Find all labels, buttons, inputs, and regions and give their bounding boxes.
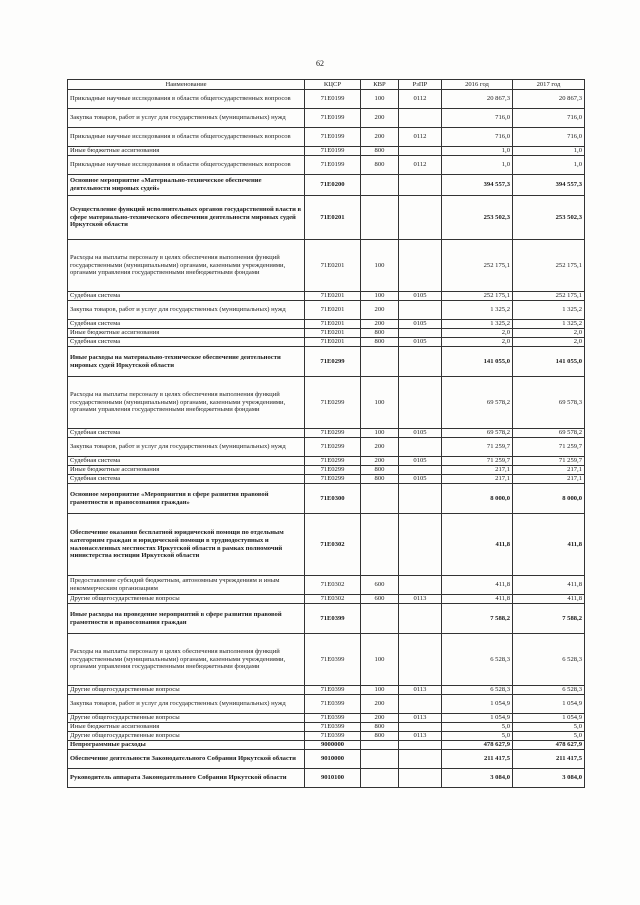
- cell-2016: 141 055,0: [442, 347, 513, 377]
- cell-2017: 6 528,3: [513, 686, 585, 695]
- table-row: [68, 576, 585, 595]
- cell-kcsr: 71Е0399: [305, 695, 361, 714]
- cell-2016: 69 578,2: [442, 429, 513, 438]
- table-row: [68, 634, 585, 686]
- cell-name: Иные расходы на материально-техническое обеспечение деятельности мировых судей Иркутской области: [68, 347, 305, 377]
- cell-kvr: 800: [361, 147, 399, 156]
- cell-rzpr: 0113: [399, 732, 442, 741]
- cell-name: Прикладные научные исследования в области общегосударственных вопросов: [68, 156, 305, 175]
- cell-kcsr: 9000000: [305, 741, 361, 750]
- cell-name: Другие общегосударственные вопросы: [68, 595, 305, 604]
- table-row: [68, 750, 585, 769]
- cell-name: Обеспечение оказания бесплатной юридической помощи по отдельным категориям граждан и юридической помощи в труднодоступных и малонаселенных местностях Иркутской области в рамках полномочий министерства юстиции Иркутской области: [68, 514, 305, 576]
- cell-kcsr: 71Е0399: [305, 604, 361, 634]
- header-kvr: КВР: [361, 80, 399, 90]
- cell-2016: 1 054,9: [442, 695, 513, 714]
- cell-kvr: [361, 769, 399, 788]
- cell-2017: 394 557,3: [513, 175, 585, 196]
- cell-kvr: 800: [361, 723, 399, 732]
- cell-2016: 252 175,1: [442, 240, 513, 292]
- table-row: [68, 466, 585, 475]
- cell-rzpr: [399, 769, 442, 788]
- cell-rzpr: [399, 576, 442, 595]
- cell-2016: 253 502,3: [442, 196, 513, 240]
- cell-kcsr: 71Е0199: [305, 147, 361, 156]
- cell-2016: 1,0: [442, 156, 513, 175]
- cell-2016: 411,8: [442, 514, 513, 576]
- cell-rzpr: [399, 147, 442, 156]
- cell-name: Закупка товаров, работ и услуг для государственных (муниципальных) нужд: [68, 109, 305, 128]
- cell-name: Судебная система: [68, 320, 305, 329]
- table-row: [68, 156, 585, 175]
- cell-rzpr: 0105: [399, 292, 442, 301]
- header-kcsr: КЦСР: [305, 80, 361, 90]
- cell-kvr: 200: [361, 301, 399, 320]
- cell-kcsr: 71Е0299: [305, 429, 361, 438]
- cell-2017: 1,0: [513, 156, 585, 175]
- table-row: [68, 714, 585, 723]
- table-body: [68, 90, 585, 788]
- cell-2016: 211 417,5: [442, 750, 513, 769]
- cell-2017: 252 175,1: [513, 240, 585, 292]
- cell-2017: 6 528,3: [513, 634, 585, 686]
- header-2016: 2016 год: [442, 80, 513, 90]
- cell-kvr: 800: [361, 732, 399, 741]
- cell-rzpr: [399, 484, 442, 514]
- cell-rzpr: 0105: [399, 338, 442, 347]
- cell-rzpr: 0105: [399, 457, 442, 466]
- cell-name: Судебная система: [68, 475, 305, 484]
- header-2017: 2017 год: [513, 80, 585, 90]
- table-row: [68, 475, 585, 484]
- cell-name: Судебная система: [68, 457, 305, 466]
- cell-2016: 71 259,7: [442, 457, 513, 466]
- cell-kcsr: 71Е0399: [305, 723, 361, 732]
- table-row: [68, 292, 585, 301]
- cell-2016: 1 325,2: [442, 320, 513, 329]
- cell-name: Прикладные научные исследования в области общегосударственных вопросов: [68, 128, 305, 147]
- table-row: [68, 196, 585, 240]
- cell-kcsr: 71Е0201: [305, 329, 361, 338]
- cell-name: Осуществление функций исполнительных органов государственной власти в сфере материально-технического обеспечения деятельности мировых судей Иркутской области: [68, 196, 305, 240]
- cell-kvr: 800: [361, 466, 399, 475]
- cell-2016: 7 588,2: [442, 604, 513, 634]
- cell-name: Иные расходы на проведение мероприятий в сфере развития правовой грамотности и правосознания граждан: [68, 604, 305, 634]
- cell-kcsr: 71Е0201: [305, 196, 361, 240]
- cell-kcsr: 71Е0399: [305, 634, 361, 686]
- cell-2016: 1,0: [442, 147, 513, 156]
- cell-name: Другие общегосударственные вопросы: [68, 732, 305, 741]
- cell-kcsr: 71Е0299: [305, 475, 361, 484]
- cell-name: Расходы на выплаты персоналу в целях обеспечения выполнения функций государственными (муниципальными) органами, казенными учреждениями, органами управления государственными внебюджетными фондами: [68, 634, 305, 686]
- cell-kvr: 600: [361, 576, 399, 595]
- cell-2017: 478 627,9: [513, 741, 585, 750]
- cell-kvr: 800: [361, 338, 399, 347]
- cell-2017: 71 259,7: [513, 438, 585, 457]
- cell-2017: 8 000,0: [513, 484, 585, 514]
- cell-kvr: 100: [361, 634, 399, 686]
- cell-rzpr: [399, 723, 442, 732]
- cell-2017: 7 588,2: [513, 604, 585, 634]
- cell-2017: 5,0: [513, 723, 585, 732]
- cell-name: Другие общегосударственные вопросы: [68, 686, 305, 695]
- table-row: [68, 429, 585, 438]
- table-row: [68, 147, 585, 156]
- page-number: 62: [316, 59, 324, 68]
- cell-kcsr: 71Е0201: [305, 301, 361, 320]
- cell-kvr: 200: [361, 457, 399, 466]
- cell-kvr: 200: [361, 438, 399, 457]
- cell-2016: 5,0: [442, 723, 513, 732]
- cell-2017: 69 578,3: [513, 377, 585, 429]
- cell-2016: 6 528,3: [442, 686, 513, 695]
- cell-kvr: 100: [361, 686, 399, 695]
- cell-2017: 1 325,2: [513, 320, 585, 329]
- cell-rzpr: 0112: [399, 128, 442, 147]
- cell-kvr: [361, 196, 399, 240]
- cell-2016: 6 528,3: [442, 634, 513, 686]
- cell-kvr: 800: [361, 475, 399, 484]
- cell-kcsr: 71Е0399: [305, 732, 361, 741]
- cell-name: Закупка товаров, работ и услуг для государственных (муниципальных) нужд: [68, 695, 305, 714]
- table-row: [68, 732, 585, 741]
- cell-kcsr: 71Е0399: [305, 686, 361, 695]
- cell-2017: 71 259,7: [513, 457, 585, 466]
- cell-rzpr: 0113: [399, 595, 442, 604]
- table-row: [68, 301, 585, 320]
- cell-rzpr: [399, 741, 442, 750]
- cell-2017: 211 417,5: [513, 750, 585, 769]
- cell-kcsr: 71Е0302: [305, 576, 361, 595]
- cell-rzpr: [399, 329, 442, 338]
- cell-kvr: 100: [361, 292, 399, 301]
- cell-name: Иные бюджетные ассигнования: [68, 329, 305, 338]
- cell-kvr: 800: [361, 329, 399, 338]
- cell-rzpr: [399, 175, 442, 196]
- cell-rzpr: 0105: [399, 475, 442, 484]
- cell-2017: 5,0: [513, 732, 585, 741]
- cell-rzpr: [399, 514, 442, 576]
- cell-2017: 217,1: [513, 475, 585, 484]
- cell-kcsr: 71Е0199: [305, 90, 361, 109]
- cell-kvr: [361, 347, 399, 377]
- cell-kcsr: 71Е0199: [305, 156, 361, 175]
- cell-kcsr: 71Е0399: [305, 714, 361, 723]
- cell-kcsr: 71Е0201: [305, 320, 361, 329]
- cell-kcsr: 71Е0299: [305, 377, 361, 429]
- cell-2016: 478 627,9: [442, 741, 513, 750]
- cell-2016: 3 084,0: [442, 769, 513, 788]
- cell-rzpr: [399, 634, 442, 686]
- table-row: [68, 457, 585, 466]
- cell-name: Расходы на выплаты персоналу в целях обеспечения выполнения функций государственными (муниципальными) органами, казенными учреждениями, органами управления государственными внебюджетными фондами: [68, 240, 305, 292]
- cell-kvr: 200: [361, 714, 399, 723]
- cell-2017: 2,0: [513, 329, 585, 338]
- cell-2017: 1 054,9: [513, 714, 585, 723]
- cell-name: Другие общегосударственные вопросы: [68, 714, 305, 723]
- cell-2016: 5,0: [442, 732, 513, 741]
- table-row: [68, 240, 585, 292]
- cell-2016: 217,1: [442, 466, 513, 475]
- cell-2016: 217,1: [442, 475, 513, 484]
- cell-kvr: [361, 175, 399, 196]
- cell-2016: 394 557,3: [442, 175, 513, 196]
- cell-kvr: 100: [361, 429, 399, 438]
- cell-rzpr: 0113: [399, 686, 442, 695]
- cell-rzpr: [399, 377, 442, 429]
- table-row: [68, 741, 585, 750]
- table-row: [68, 604, 585, 634]
- cell-rzpr: 0105: [399, 429, 442, 438]
- cell-name: Судебная система: [68, 338, 305, 347]
- cell-name: Предоставление субсидий бюджетным, автономным учреждениям и иным некоммерческим организациям: [68, 576, 305, 595]
- cell-kvr: 800: [361, 156, 399, 175]
- cell-2016: 1 325,2: [442, 301, 513, 320]
- cell-2016: 2,0: [442, 338, 513, 347]
- cell-name: Руководитель аппарата Законодательного Собрания Иркутской области: [68, 769, 305, 788]
- cell-kvr: 100: [361, 377, 399, 429]
- table-row: [68, 329, 585, 338]
- cell-rzpr: 0113: [399, 714, 442, 723]
- cell-2017: 69 578,2: [513, 429, 585, 438]
- cell-name: Основное мероприятие «Материально-техническое обеспечение деятельности мировых судей»: [68, 175, 305, 196]
- budget-table: [67, 79, 585, 788]
- cell-name: Непрограммные расходы: [68, 741, 305, 750]
- cell-kcsr: 9010000: [305, 750, 361, 769]
- header-rzpr: РзПР: [399, 80, 442, 90]
- cell-kcsr: 71Е0201: [305, 240, 361, 292]
- cell-2017: 1 325,2: [513, 301, 585, 320]
- cell-name: Расходы на выплаты персоналу в целях обеспечения выполнения функций государственными (муниципальными) органами, казенными учреждениями, органами управления государственными внебюджетными фондами: [68, 377, 305, 429]
- cell-rzpr: [399, 604, 442, 634]
- cell-kvr: 200: [361, 320, 399, 329]
- cell-name: Закупка товаров, работ и услуг для государственных (муниципальных) нужд: [68, 301, 305, 320]
- cell-2017: 253 502,3: [513, 196, 585, 240]
- cell-2016: 411,8: [442, 576, 513, 595]
- cell-kcsr: 71Е0299: [305, 347, 361, 377]
- cell-kcsr: 71Е0201: [305, 338, 361, 347]
- cell-kcsr: 71Е0300: [305, 484, 361, 514]
- cell-kcsr: 71Е0302: [305, 514, 361, 576]
- cell-2017: 1 054,9: [513, 695, 585, 714]
- cell-2016: 71 259,7: [442, 438, 513, 457]
- table-row: [68, 175, 585, 196]
- cell-kcsr: 71Е0201: [305, 292, 361, 301]
- cell-name: Иные бюджетные ассигнования: [68, 147, 305, 156]
- header-name: Наименование: [68, 80, 305, 90]
- cell-2017: 252 175,1: [513, 292, 585, 301]
- cell-kvr: 200: [361, 695, 399, 714]
- header-row: [68, 80, 585, 90]
- cell-rzpr: 0105: [399, 320, 442, 329]
- cell-rzpr: [399, 750, 442, 769]
- cell-name: Иные бюджетные ассигнования: [68, 723, 305, 732]
- cell-2017: 411,8: [513, 576, 585, 595]
- table-row: [68, 438, 585, 457]
- cell-rzpr: [399, 466, 442, 475]
- cell-kcsr: 71Е0200: [305, 175, 361, 196]
- cell-2017: 3 084,0: [513, 769, 585, 788]
- cell-name: Закупка товаров, работ и услуг для государственных (муниципальных) нужд: [68, 438, 305, 457]
- cell-2017: 217,1: [513, 466, 585, 475]
- table-row: [68, 128, 585, 147]
- cell-2016: 8 000,0: [442, 484, 513, 514]
- cell-name: Иные бюджетные ассигнования: [68, 466, 305, 475]
- cell-2017: 716,0: [513, 128, 585, 147]
- table-row: [68, 377, 585, 429]
- cell-2016: 411,8: [442, 595, 513, 604]
- cell-2017: 20 867,3: [513, 90, 585, 109]
- cell-rzpr: 0112: [399, 90, 442, 109]
- cell-kcsr: 71Е0302: [305, 595, 361, 604]
- cell-rzpr: 0112: [399, 156, 442, 175]
- cell-rzpr: [399, 109, 442, 128]
- cell-2017: 141 055,0: [513, 347, 585, 377]
- cell-kcsr: 71Е0199: [305, 128, 361, 147]
- cell-kvr: 200: [361, 109, 399, 128]
- cell-2016: 20 867,3: [442, 90, 513, 109]
- cell-2016: 252 175,1: [442, 292, 513, 301]
- cell-rzpr: [399, 347, 442, 377]
- table-row: [68, 723, 585, 732]
- cell-kcsr: 71Е0299: [305, 466, 361, 475]
- table-row: [68, 769, 585, 788]
- cell-kvr: [361, 484, 399, 514]
- table-row: [68, 320, 585, 329]
- table-row: [68, 109, 585, 128]
- cell-rzpr: [399, 301, 442, 320]
- cell-name: Судебная система: [68, 429, 305, 438]
- cell-kcsr: 9010100: [305, 769, 361, 788]
- table-row: [68, 595, 585, 604]
- cell-name: Прикладные научные исследования в области общегосударственных вопросов: [68, 90, 305, 109]
- cell-2016: 716,0: [442, 109, 513, 128]
- cell-rzpr: [399, 695, 442, 714]
- table-row: [68, 695, 585, 714]
- cell-2017: 2,0: [513, 338, 585, 347]
- cell-rzpr: [399, 196, 442, 240]
- cell-kvr: 200: [361, 128, 399, 147]
- cell-2016: 2,0: [442, 329, 513, 338]
- cell-2017: 411,8: [513, 595, 585, 604]
- table-row: [68, 338, 585, 347]
- cell-kvr: 100: [361, 90, 399, 109]
- cell-kvr: 600: [361, 595, 399, 604]
- table-row: [68, 514, 585, 576]
- cell-kvr: [361, 514, 399, 576]
- cell-rzpr: [399, 438, 442, 457]
- cell-2016: 1 054,9: [442, 714, 513, 723]
- cell-rzpr: [399, 240, 442, 292]
- cell-2016: 716,0: [442, 128, 513, 147]
- cell-kcsr: 71Е0299: [305, 457, 361, 466]
- cell-kvr: [361, 604, 399, 634]
- cell-kvr: [361, 750, 399, 769]
- cell-name: Основное мероприятие «Мероприятия в сфере развития правовой грамотности и правосознания граждан»: [68, 484, 305, 514]
- cell-2016: 69 578,2: [442, 377, 513, 429]
- cell-kcsr: 71Е0199: [305, 109, 361, 128]
- cell-2017: 716,0: [513, 109, 585, 128]
- cell-name: Судебная система: [68, 292, 305, 301]
- table-row: [68, 347, 585, 377]
- table-row: [68, 90, 585, 109]
- cell-2017: 1,0: [513, 147, 585, 156]
- cell-name: Обеспечение деятельности Законодательного Собрания Иркутской области: [68, 750, 305, 769]
- cell-kcsr: 71Е0299: [305, 438, 361, 457]
- table-row: [68, 484, 585, 514]
- table-row: [68, 686, 585, 695]
- cell-kvr: [361, 741, 399, 750]
- cell-2017: 411,8: [513, 514, 585, 576]
- cell-kvr: 100: [361, 240, 399, 292]
